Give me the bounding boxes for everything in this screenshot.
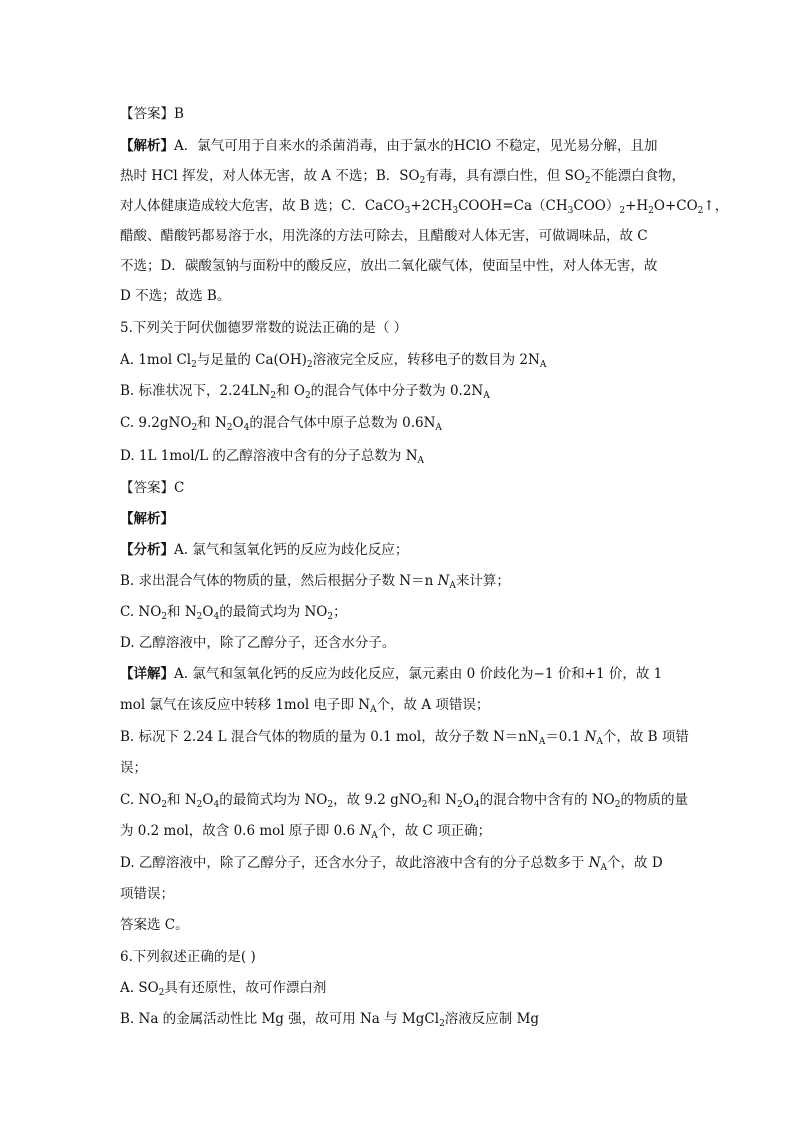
analysis-line-1: 【解析】A．氯气可用于自来水的杀菌消毒，由于氯水的HClO 不稳定，见光易分解，且加	[120, 138, 658, 154]
analysis-line-2: 热时 HCl 挥发，对人体无害，故 A 不选；B．$SO_2$有毒，具有漂白性，但 $SO_2$不能漂白食物，	[120, 168, 686, 186]
answer-choice-q5: 答案选 C。	[120, 917, 189, 933]
detail-q5-line-6: 为 0.2 mol，故含 0.6 mol 原子即 0.6 $N_A$个，故 C 项正确；	[120, 823, 492, 841]
question-5-option-a: A. 1mol $Cl_2$与足量的 $Ca(OH)_2$溶液完全反应，转移电子的数目为 $2N_A$	[120, 352, 547, 370]
question-6-stem: 6.下列叙述正确的是( )	[120, 949, 256, 965]
question-6-option-b: B. Na 的金属活动性比 Mg 强，故可用 Na 与 MgCl$_2$溶液反应制 Mg	[120, 1011, 540, 1029]
analysis-q5-line-4: D. 乙醇溶液中，除了乙醇分子，还含水分子。	[120, 635, 396, 651]
analysis-q5-line-2: B. 求出混合气体的物质的量，然后根据分子数 N＝n $N_A$来计算；	[120, 573, 510, 591]
detail-q5-line-8: 项错误；	[120, 886, 174, 902]
detail-q5-line-3: B. 标况下 2.24 L 混合气体的物质的量为 0.1 mol，故分子数 $N=nN_A=0.1$ $N_A$个，故 B 项错	[120, 729, 689, 747]
detail-q5-line-2: mol 氯气在该反应中转移 1mol 电子即 $N_A$个，故 A 项错误；	[120, 697, 490, 715]
analysis-line-3: 对人体健康造成较大危害，故 B 选；C．$CaCO_3+2CH_3COOH=Ca(CH_3COO)_2+H_2O+CO_2↑$，	[120, 198, 729, 216]
detail-q5-line-5: C. $NO_2$和 $N_2O_4$的最简式均为 $NO_2$，故 9.2 gNO$_2$和 $N_2O_4$的混合物中含有的 $NO_2$的物质的量	[120, 792, 688, 810]
answer-line-q4: 【答案】B	[120, 106, 184, 122]
detail-q5-line-1: 【详解】A. 氯气和氢氧化钙的反应为歧化反应，氯元素由 0 价歧化为−1 价和+1 价，故 1	[120, 666, 663, 682]
question-5-stem: 5.下列关于阿伏伽德罗常数的说法正确的是（ ）	[120, 320, 408, 336]
analysis-line-4: 醋酸、醋酸钙都易溶于水，用洗涤的方法可除去，且醋酸对人体无害，可做调味品，故 C	[120, 228, 648, 244]
question-5-option-d: D. 1L 1mol/L 的乙醇溶液中含有的分子总数为 $N_A$	[120, 448, 425, 466]
question-5-option-b: B. 标准状况下，$2.24LN_2$和 $O_2$的混合气体中分子数为 $0.2N_A$	[120, 383, 490, 401]
detail-q5-line-7: D. 乙醇溶液中，除了乙醇分子，还含水分子，故此溶液中含有的分子总数多于 $N_A$个，故 D	[120, 855, 663, 873]
answer-line-q5: 【答案】C	[120, 480, 185, 496]
detail-q5-line-4: 误；	[120, 760, 147, 776]
question-6-option-a: A. $SO_2$具有还原性，故可作漂白剂	[120, 980, 327, 998]
analysis-line-6: D 不选；故选 B。	[120, 288, 231, 304]
question-5-option-c: C. 9.2gNO$_2$和 $N_2O_4$的混合气体中原子总数为 $0.6N_A$	[120, 415, 442, 433]
analysis-heading-q5: 【解析】	[120, 511, 174, 527]
analysis-q5-line-1: 【分析】A. 氯气和氢氧化钙的反应为歧化反应；	[120, 542, 409, 558]
analysis-line-5: 不选；D．碳酸氢钠与面粉中的酸反应，放出二氧化碳气体，使面呈中性，对人体无害，故	[120, 258, 658, 274]
analysis-q5-line-3: C. $NO_2$和 $N_2O_4$的最简式均为 $NO_2$；	[120, 604, 347, 622]
